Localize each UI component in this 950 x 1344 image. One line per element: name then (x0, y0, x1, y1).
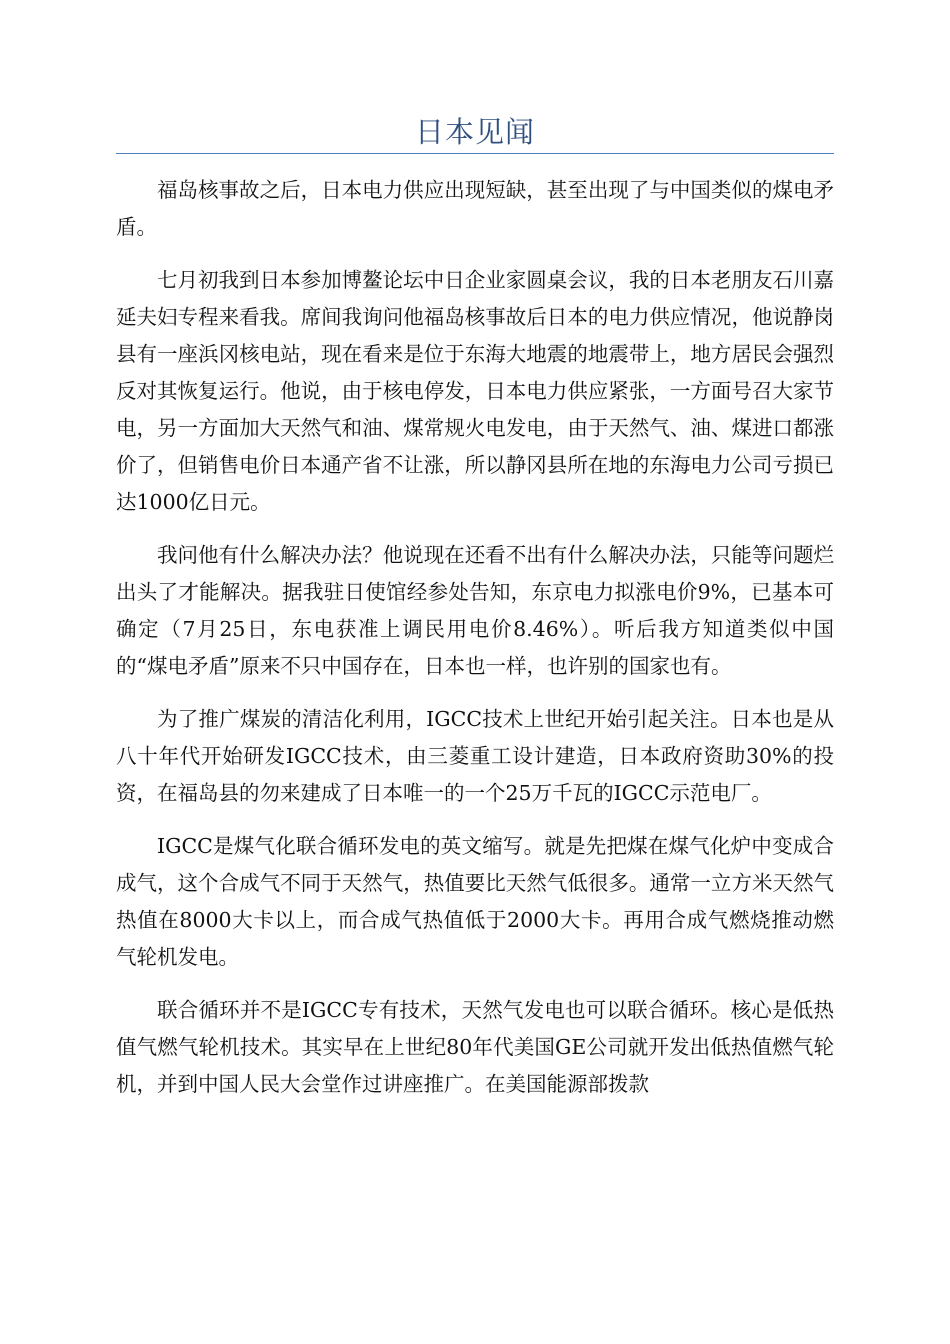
paragraph-4: 为了推广煤炭的清洁化利用，IGCC技术上世纪开始引起关注。日本也是从八十年代开始研发IGCC技术，由三菱重工设计建造，日本政府资助30%的投资，在福岛县的勿来建成了日本唯一的一个25万千瓦的IGCC示范电厂。 (116, 707, 834, 805)
paragraph-1: 福岛核事故之后，日本电力供应出现短缺，甚至出现了与中国类似的煤电矛盾。 (116, 178, 834, 239)
title-underline (116, 153, 834, 154)
paragraph-5: IGCC是煤气化联合循环发电的英文缩写。就是先把煤在煤气化炉中变成合成气，这个合成气不同于天然气，热值要比天然气低很多。通常一立方米天然气热值在8000大卡以上，而合成气热值低于2000大卡。再用合成气燃烧推动燃气轮机发电。 (116, 834, 834, 969)
document-body (116, 172, 834, 1119)
paragraph-2: 七月初我到日本参加博鳌论坛中日企业家圆桌会议，我的日本老朋友石川嘉延夫妇专程来看我。席间我询问他福岛核事故后日本的电力供应情况，他说静岗县有一座浜冈核电站，现在看来是位于东海大地震的地震带上，地方居民会强烈反对其恢复运行。他说，由于核电停发，日本电力供应紧张，一方面号召大家节电，另一方面加大天然气和油、煤常规火电发电，由于天然气、油、煤进口都涨价了，但销售电价日本通产省不让涨，所以静冈县所在地的东海电力公司亏损已达1000亿日元。 (116, 268, 834, 514)
paragraph-3: 我问他有什么解决办法？他说现在还看不出有什么解决办法，只能等问题烂出头了才能解决。据我驻日使馆经参处告知，东京电力拟涨电价9%，已基本可确定（7月25日，东电获准上调民用电价8.46%）。听后我方知道类似中国的“煤电矛盾”原来不只中国存在，日本也一样，也许别的国家也有。 (116, 543, 834, 678)
paragraph-6: 联合循环并不是IGCC专有技术，天然气发电也可以联合循环。核心是低热值气燃气轮机技术。其实早在上世纪80年代美国GE公司就开发出低热值燃气轮机，并到中国人民大会堂作过讲座推广。在美国能源部拨款 (116, 998, 834, 1096)
document-title: 日本见闻 (414, 115, 535, 149)
